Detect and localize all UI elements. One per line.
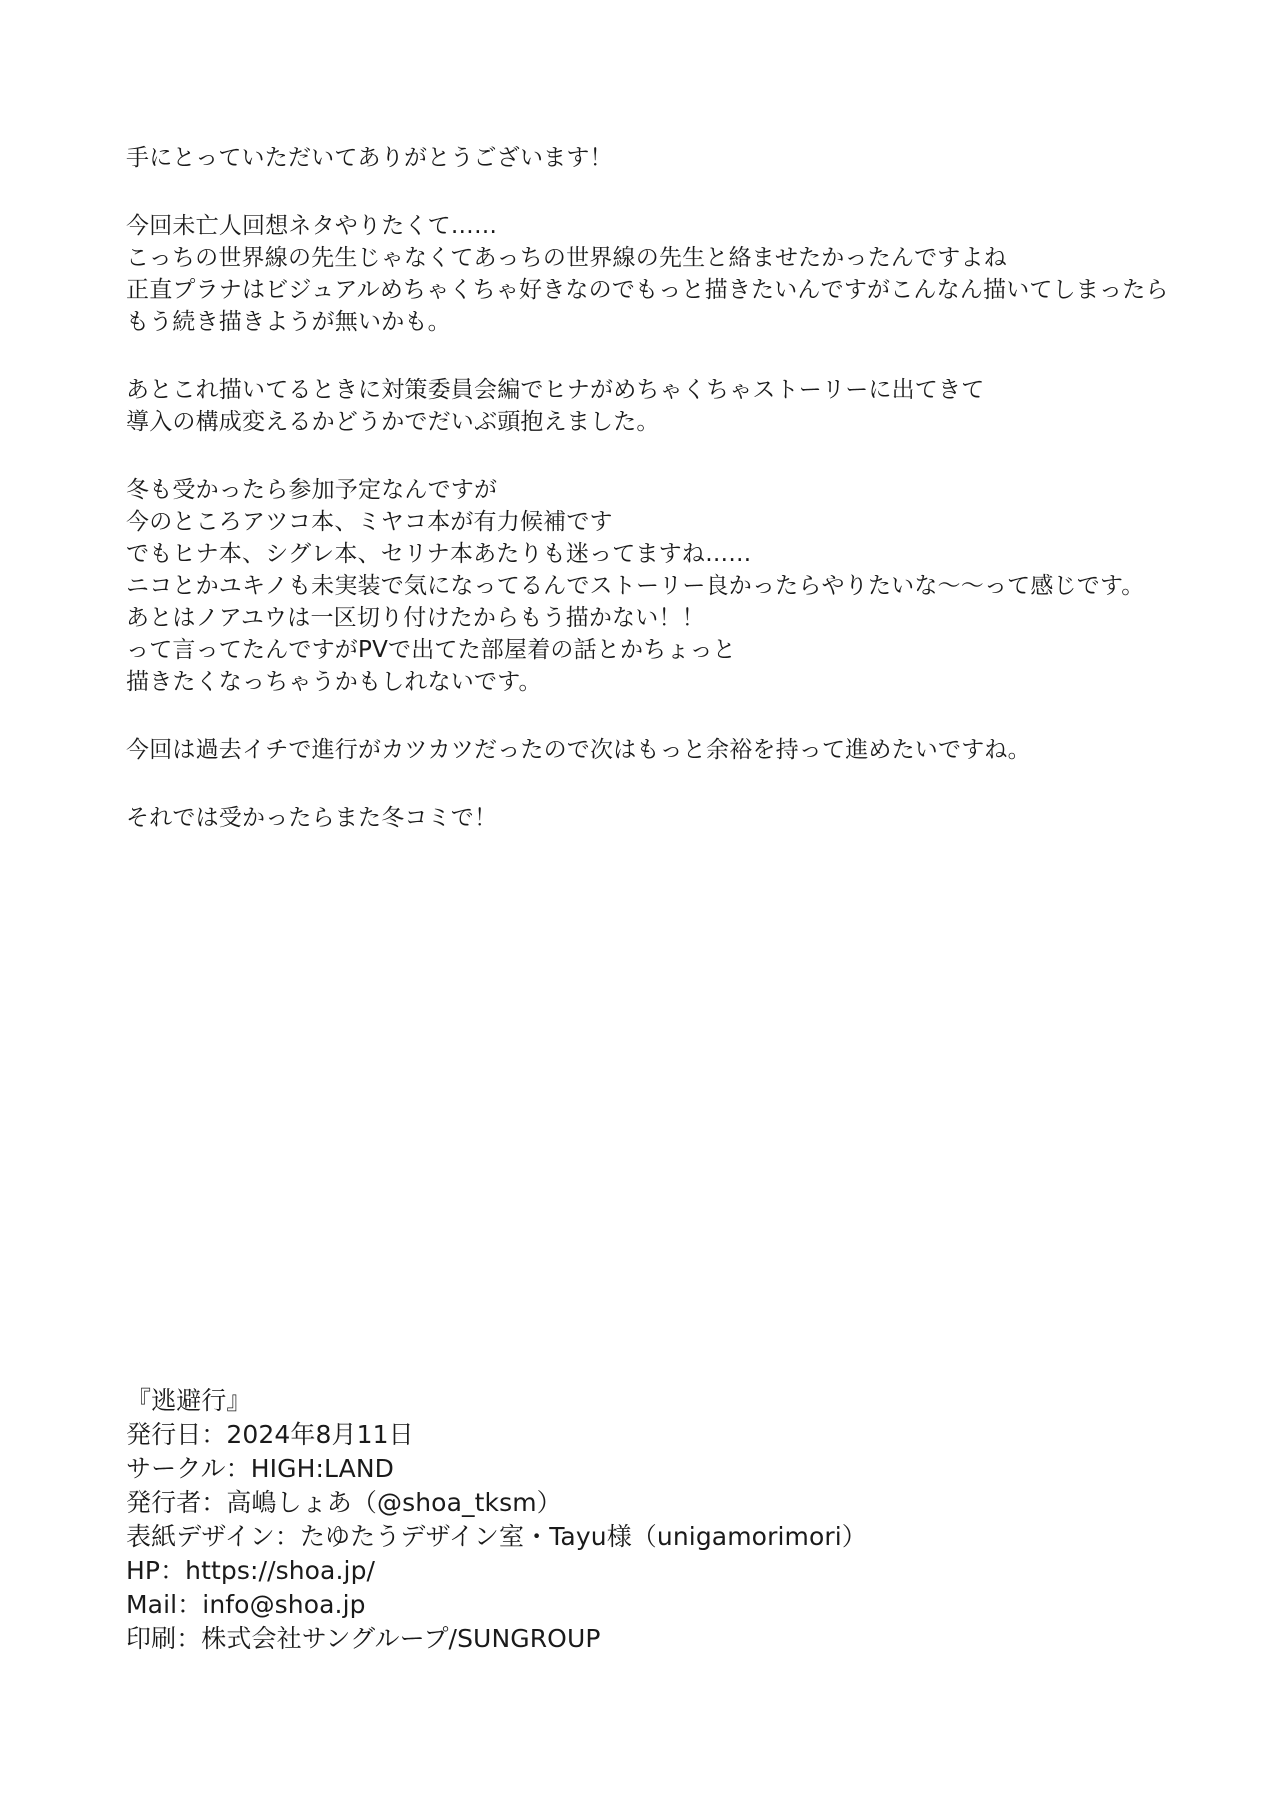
afterword-line: 冬も受かったら参加予定なんですが	[126, 477, 498, 503]
afterword-line: 今回未亡人回想ネタやりたくて……	[126, 213, 498, 239]
afterword-line: って言ってたんですがPVで出てた部屋着の話とかちょっと	[126, 637, 737, 663]
afterword-line: でもヒナ本、シグレ本、セリナ本あたりも迷ってますね……	[126, 541, 752, 567]
afterword-line: それでは受かったらまた冬コミで！	[126, 805, 498, 831]
afterword-line: 今のところアツコ本、ミヤコ本が有力候補です	[126, 509, 613, 535]
colophon-publisher: 発行者：高嶋しょあ（@shoa_tksm）	[126, 1488, 562, 1517]
afterword-paragraph-closing	[126, 802, 1186, 834]
afterword-paragraph-thanks	[126, 142, 1186, 174]
colophon-date: 発行日：2024年8月11日	[126, 1420, 414, 1449]
afterword-line: あとこれ描いてるときに対策委員会編でヒナがめちゃくちゃストーリーに出てきて	[126, 377, 985, 403]
afterword-paragraph-plans	[126, 474, 1186, 698]
colophon	[126, 1384, 1186, 1656]
afterword	[126, 142, 1186, 870]
afterword-line: 手にとっていただいてありがとうございます！	[126, 145, 613, 171]
afterword-line: もう続き描きようが無いかも。	[126, 309, 451, 335]
afterword-line: あとはノアユウは一区切り付けたからもう描かない！！	[126, 605, 705, 631]
afterword-paragraph-schedule	[126, 734, 1186, 766]
afterword-line: 導入の構成変えるかどうかでだいぶ頭抱えました。	[126, 409, 660, 435]
colophon-cover-design: 表紙デザイン：たゆたうデザイン室・Tayu様（unigamorimori）	[126, 1522, 867, 1551]
colophon-circle: サークル：HIGH:LAND	[126, 1454, 394, 1483]
afterword-line: ニコとかユキノも未実装で気になってるんでストーリー良かったらやりたいな〜〜って感じです。	[126, 573, 1145, 599]
colophon-homepage: HP：https://shoa.jp/	[126, 1556, 376, 1585]
afterword-line: 正直プラナはビジュアルめちゃくちゃ好きなのでもっと描きたいんですがこんなん描いてしまったら	[126, 277, 1169, 303]
afterword-line: 今回は過去イチで進行がカツカツだったので次はもっと余裕を持って進めたいですね。	[126, 737, 1031, 763]
colophon-mail: Mail：info@shoa.jp	[126, 1590, 366, 1619]
afterword-paragraph-story	[126, 374, 1186, 438]
colophon-printer: 印刷：株式会社サングループ/SUNGROUP	[126, 1624, 601, 1653]
colophon-title: 『逃避行』	[126, 1386, 252, 1415]
afterword-line: こっちの世界線の先生じゃなくてあっちの世界線の先生と絡ませたかったんですよね	[126, 245, 1007, 271]
afterword-paragraph-concept	[126, 210, 1186, 338]
afterword-line: 描きたくなっちゃうかもしれないです。	[126, 669, 542, 695]
